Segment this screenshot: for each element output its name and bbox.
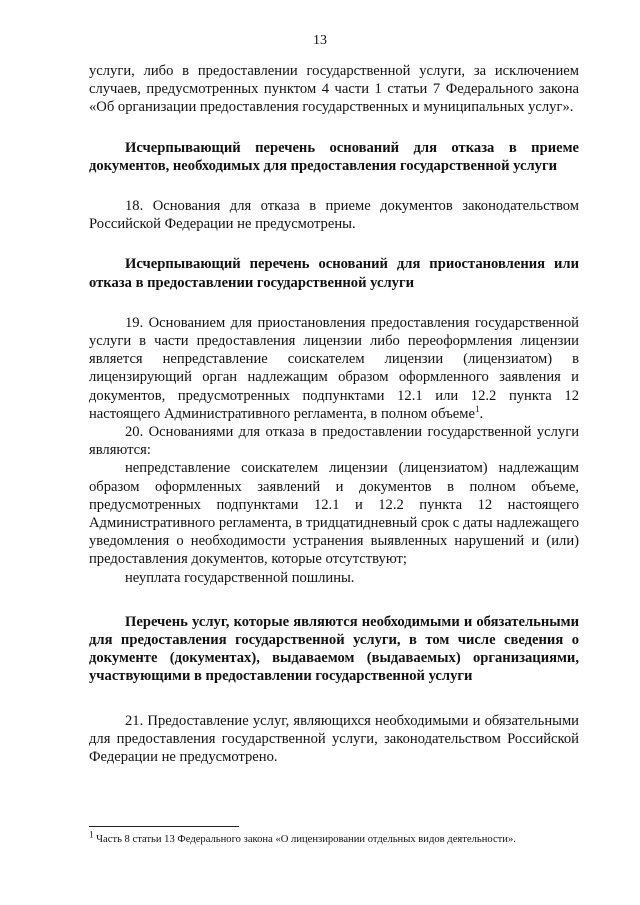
paragraph-18: 18. Основания для отказа в приеме документов законодательством Российской Федерации не предусмотрены. [89,198,579,233]
paragraph-continuation: услуги, либо в предоставлении государственной услуги, за исключением случаев, предусмотренных пунктом 4 части 1 статьи 7 Федерального закона «Об организации предоставления государственных и муниципальных услуг». [89,63,579,116]
footnote [89,829,589,846]
paragraph-20-item-a: непредставление соискателем лицензии (лицензиатом) надлежащим образом оформленных заявлений и документов в полном объеме, предусмотренных подпунктами 12.1 и 12.2 пункта 12 настоящего Административного регламента, в тридцатидневный срок с даты надлежащего уведомления о необходимости устранения выявленных нарушений и (или) предоставления документов, которые отсутствуют; [89,460,579,568]
footnote-separator [89,826,239,827]
document-body [89,62,579,766]
section-heading-suspension-refusal: Исчерпывающий перечень оснований для приостановления или отказа в предоставлении государственной услуги [89,256,579,291]
paragraph-20: 20. Основаниями для отказа в предоставлении государственной услуги являются: [89,424,579,459]
paragraph-21: 21. Предоставление услуг, являющихся необходимыми и обязательными для предоставления государственной услуги, законодательством Российской Федерации не предусмотрено. [89,712,579,766]
section-heading-refusal-acceptance: Исчерпывающий перечень оснований для отказа в приеме документов, необходимых для предоставления государственной услуги [89,139,579,174]
page-number: 13 [313,33,327,48]
paragraph-19 [89,314,579,423]
section-heading-required-services: Перечень услуг, которые являются необходимыми и обязательными для предоставления государственной услуги, в том числе сведения о документе (документах), выдаваемом (выдаваемых) организациями, участвующими в предоставлении государственной услуги [89,613,579,685]
footnote-reference: 1 [474,403,480,414]
paragraph-20-item-b: неуплата государственной пошлины. [125,569,355,586]
footnote-text: Часть 8 статьи 13 Федерального закона «О лицензировании отдельных видов деятельности». [93,834,516,845]
footnote-number: 1 [89,829,94,840]
paragraph-19-text: 19. Основанием для приостановления предоставления государственной услуги в части предоставления лицензии либо переоформления лицензии является непредставление соискателем лицензии (лицензиатом) в лицензирующий орган надлежащим образом оформленного заявления и документов, предусмотренных подпунктами 12.1 или 12.2 пункта 12 настоящего Административного регламента, в полном объеме [89,314,579,422]
paragraph-19-end: . [479,405,484,422]
